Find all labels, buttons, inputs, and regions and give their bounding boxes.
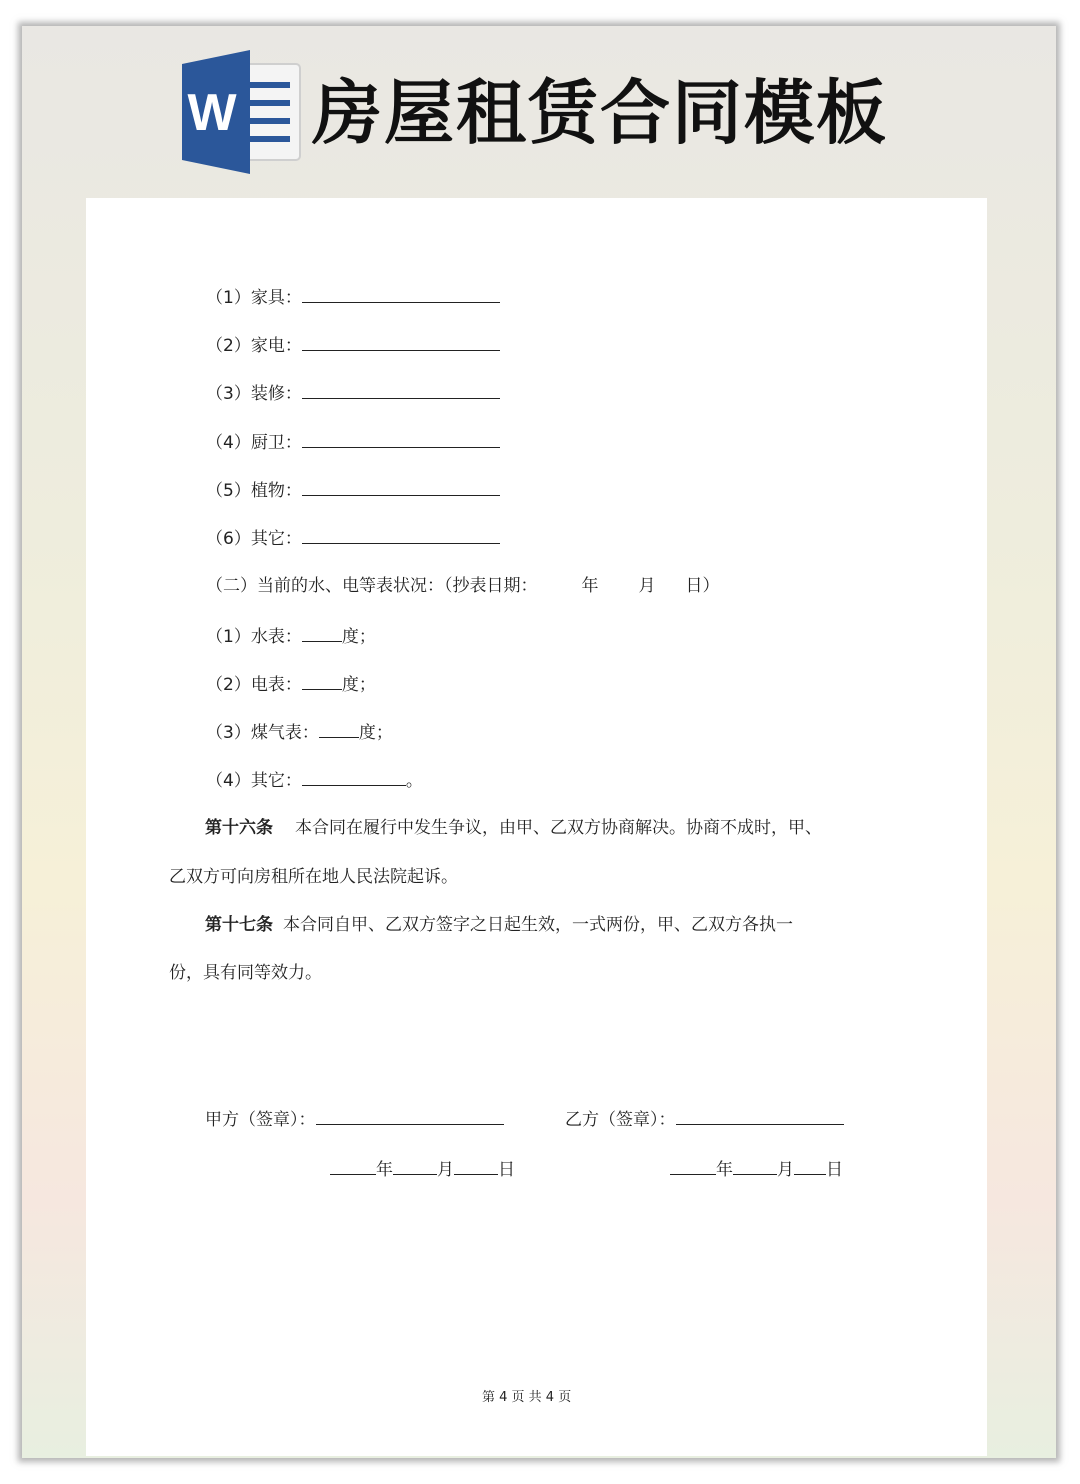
meters-heading: （二）当前的水、电等表状况：（抄表日期： 年 月 日）	[206, 576, 720, 596]
fill-blank[interactable]	[794, 1156, 826, 1175]
list-item: （6）其它：	[206, 525, 500, 551]
article-17-line1: 第十七条 本合同自甲、乙双方签字之日起生效，一式两份，甲、乙双方各执一	[205, 915, 793, 935]
list-item: （2）电表： 度；	[206, 671, 376, 697]
fill-blank[interactable]	[302, 671, 342, 690]
fill-blank[interactable]	[330, 1156, 376, 1175]
fill-blank[interactable]	[302, 429, 500, 448]
fill-blank[interactable]	[302, 623, 342, 642]
fill-blank[interactable]	[302, 477, 500, 496]
fill-blank[interactable]	[302, 332, 500, 351]
word-logo-icon	[176, 50, 302, 174]
party-a-date: 年 月 日	[330, 1156, 515, 1182]
list-item: （1）家具：	[206, 284, 500, 310]
fill-blank[interactable]	[302, 525, 500, 544]
fill-blank[interactable]	[302, 284, 500, 303]
article-16-line2: 乙双方可向房租所在地人民法院起诉。	[169, 867, 458, 887]
list-item: （4）厨卫：	[206, 429, 500, 455]
list-item: （1）水表： 度；	[206, 623, 376, 649]
fill-blank[interactable]	[733, 1156, 777, 1175]
list-item: （5）植物：	[206, 477, 500, 503]
page-number: 第 4 页 共 4 页	[482, 1390, 572, 1405]
page-title: 房屋租赁合同模板	[312, 72, 888, 154]
fill-blank[interactable]	[670, 1156, 716, 1175]
party-b-signature: 乙方（签章）：	[565, 1106, 844, 1132]
fill-blank[interactable]	[393, 1156, 437, 1175]
fill-blank[interactable]	[454, 1156, 498, 1175]
fill-blank[interactable]	[319, 719, 359, 738]
list-item: （2）家电：	[206, 332, 500, 358]
article-17-line2: 份，具有同等效力。	[169, 963, 322, 983]
list-item: （3）装修：	[206, 380, 500, 406]
signature-field[interactable]	[316, 1106, 504, 1125]
party-b-date: 年 月 日	[670, 1156, 843, 1182]
article-16-line1: 第十六条 本合同在履行中发生争议，由甲、乙双方协商解决。协商不成时，甲、	[205, 818, 822, 838]
party-a-signature: 甲方（签章）：	[205, 1106, 504, 1132]
list-item: （3）煤气表： 度；	[206, 719, 393, 745]
signature-field[interactable]	[676, 1106, 844, 1125]
list-item: （4）其它： 。	[206, 767, 423, 793]
fill-blank[interactable]	[302, 380, 500, 399]
fill-blank[interactable]	[302, 767, 406, 786]
svg-text:W: W	[187, 84, 237, 142]
